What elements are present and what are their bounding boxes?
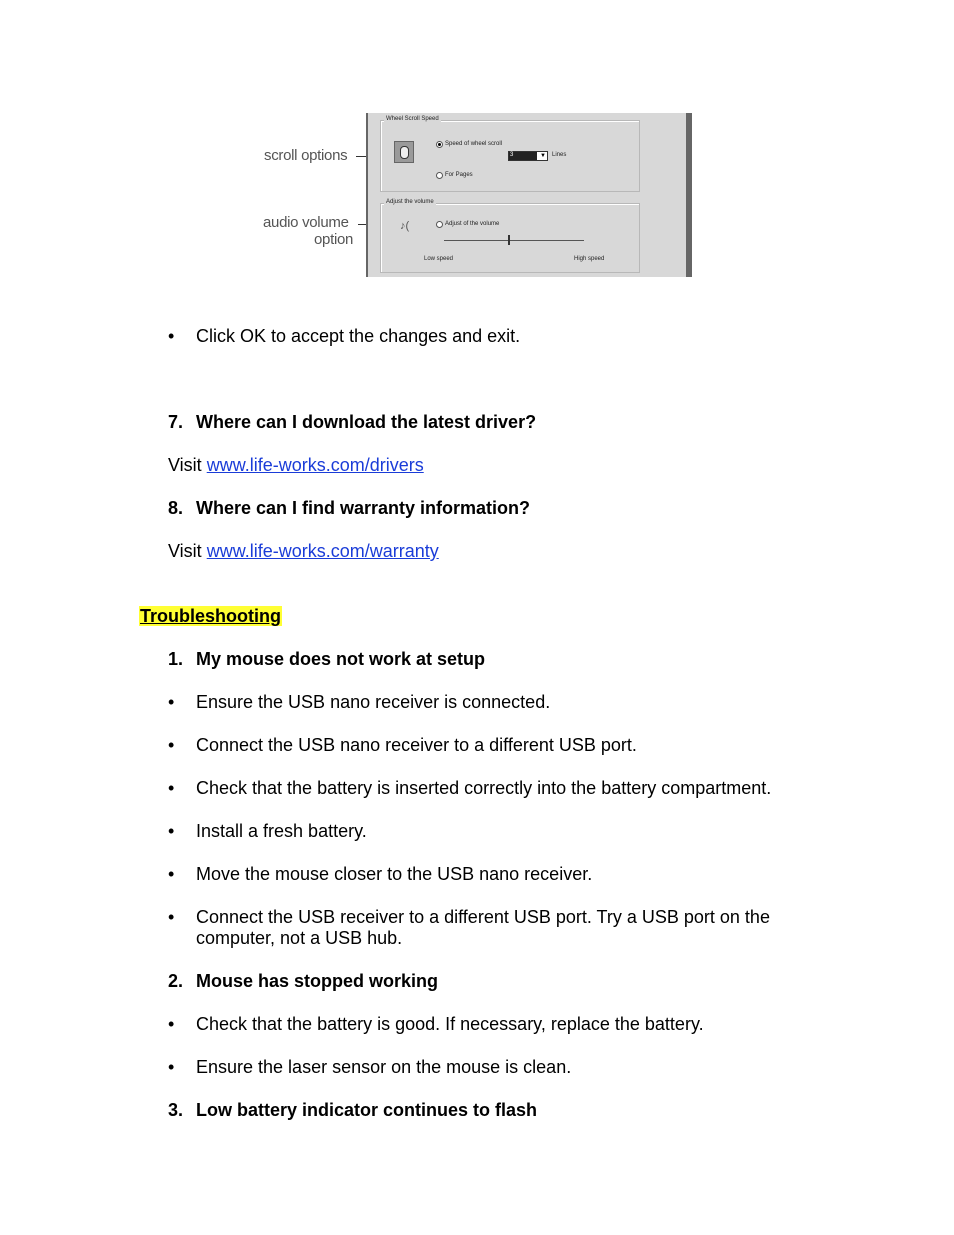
bullet-marker: • bbox=[168, 692, 175, 712]
dropdown-value: 3 bbox=[510, 152, 514, 158]
section-title-low-battery: Low battery indicator continues to flash bbox=[196, 1100, 538, 1120]
radio-speed-label: Speed of wheel scroll bbox=[445, 141, 503, 147]
radio-pages-label: For Pages bbox=[445, 172, 473, 178]
bullet-marker: • bbox=[168, 907, 175, 927]
bullet-click-ok: Click OK to accept the changes and exit. bbox=[196, 326, 521, 346]
section-title-not-work-at-setup: My mouse does not work at setup bbox=[196, 649, 486, 669]
faq-answer-driver bbox=[168, 455, 424, 476]
settings-screenshot-figure bbox=[258, 108, 694, 280]
radio-for-pages[interactable] bbox=[436, 172, 443, 179]
section-number: 3. bbox=[168, 1100, 184, 1120]
section-number: 2. bbox=[168, 971, 184, 991]
volume-slider-thumb[interactable] bbox=[508, 235, 510, 245]
list-item: Check that the battery is good. If necessary, replace the battery. bbox=[196, 1014, 704, 1034]
troubleshooting-heading-text: Troubleshooting bbox=[140, 606, 281, 626]
list-item: Install a fresh battery. bbox=[196, 821, 367, 841]
bullet-marker: • bbox=[168, 735, 175, 755]
mouse-wheel-icon bbox=[394, 141, 414, 163]
settings-panel bbox=[366, 113, 692, 277]
bullet-marker: • bbox=[168, 1014, 175, 1034]
warranty-link[interactable]: www.life-works.com/warranty bbox=[206, 541, 439, 561]
speaker-icon: ♪( bbox=[400, 220, 410, 232]
lines-label: Lines bbox=[552, 152, 567, 158]
faq-answer-warranty bbox=[168, 541, 439, 562]
section-title-stopped-working: Mouse has stopped working bbox=[196, 971, 439, 991]
drivers-link[interactable]: www.life-works.com/drivers bbox=[206, 455, 424, 475]
bullet-marker: • bbox=[168, 821, 175, 841]
bullet-marker: • bbox=[168, 864, 175, 884]
volume-group-label: Adjust the volume bbox=[386, 199, 434, 205]
bullet-marker: • bbox=[168, 326, 175, 346]
faq-number: 8. bbox=[168, 498, 184, 518]
callout-audio-volume: audio volume bbox=[263, 214, 349, 231]
volume-slider-track[interactable] bbox=[444, 240, 584, 241]
visit-label: Visit bbox=[168, 455, 202, 475]
faq-question-driver: Where can I download the latest driver? bbox=[196, 412, 537, 432]
bullet-marker: • bbox=[168, 1057, 175, 1077]
wheel-scroll-group-label: Wheel Scroll Speed bbox=[386, 116, 439, 122]
callout-audio-option: option bbox=[314, 231, 354, 248]
radio-volume-label: Adjust of the volume bbox=[445, 221, 500, 227]
list-item-continuation: computer, not a USB hub. bbox=[196, 928, 403, 948]
list-item: Check that the battery is inserted correctly into the battery compartment. bbox=[196, 778, 772, 798]
callout-scroll-options: scroll options bbox=[264, 147, 348, 164]
radio-adjust-volume[interactable] bbox=[436, 221, 443, 228]
list-item: Move the mouse closer to the USB nano receiver. bbox=[196, 864, 593, 884]
scroll-lines-dropdown[interactable] bbox=[508, 151, 548, 161]
radio-speed-of-wheel-scroll[interactable] bbox=[436, 141, 443, 148]
visit-label: Visit bbox=[168, 541, 202, 561]
list-item: Connect the USB nano receiver to a different USB port. bbox=[196, 735, 637, 755]
list-item: Ensure the USB nano receiver is connected. bbox=[196, 692, 551, 712]
section-number: 1. bbox=[168, 649, 184, 669]
faq-number: 7. bbox=[168, 412, 184, 432]
troubleshooting-heading bbox=[139, 606, 282, 627]
list-item: Ensure the laser sensor on the mouse is clean. bbox=[196, 1057, 572, 1077]
slider-high-label: High speed bbox=[574, 256, 605, 262]
slider-low-label: Low speed bbox=[424, 256, 454, 262]
list-item: Connect the USB receiver to a different USB port. Try a USB port on the bbox=[196, 907, 770, 927]
bullet-marker: • bbox=[168, 778, 175, 798]
faq-question-warranty: Where can I find warranty information? bbox=[196, 498, 531, 518]
chevron-down-icon: ▼ bbox=[540, 153, 546, 159]
